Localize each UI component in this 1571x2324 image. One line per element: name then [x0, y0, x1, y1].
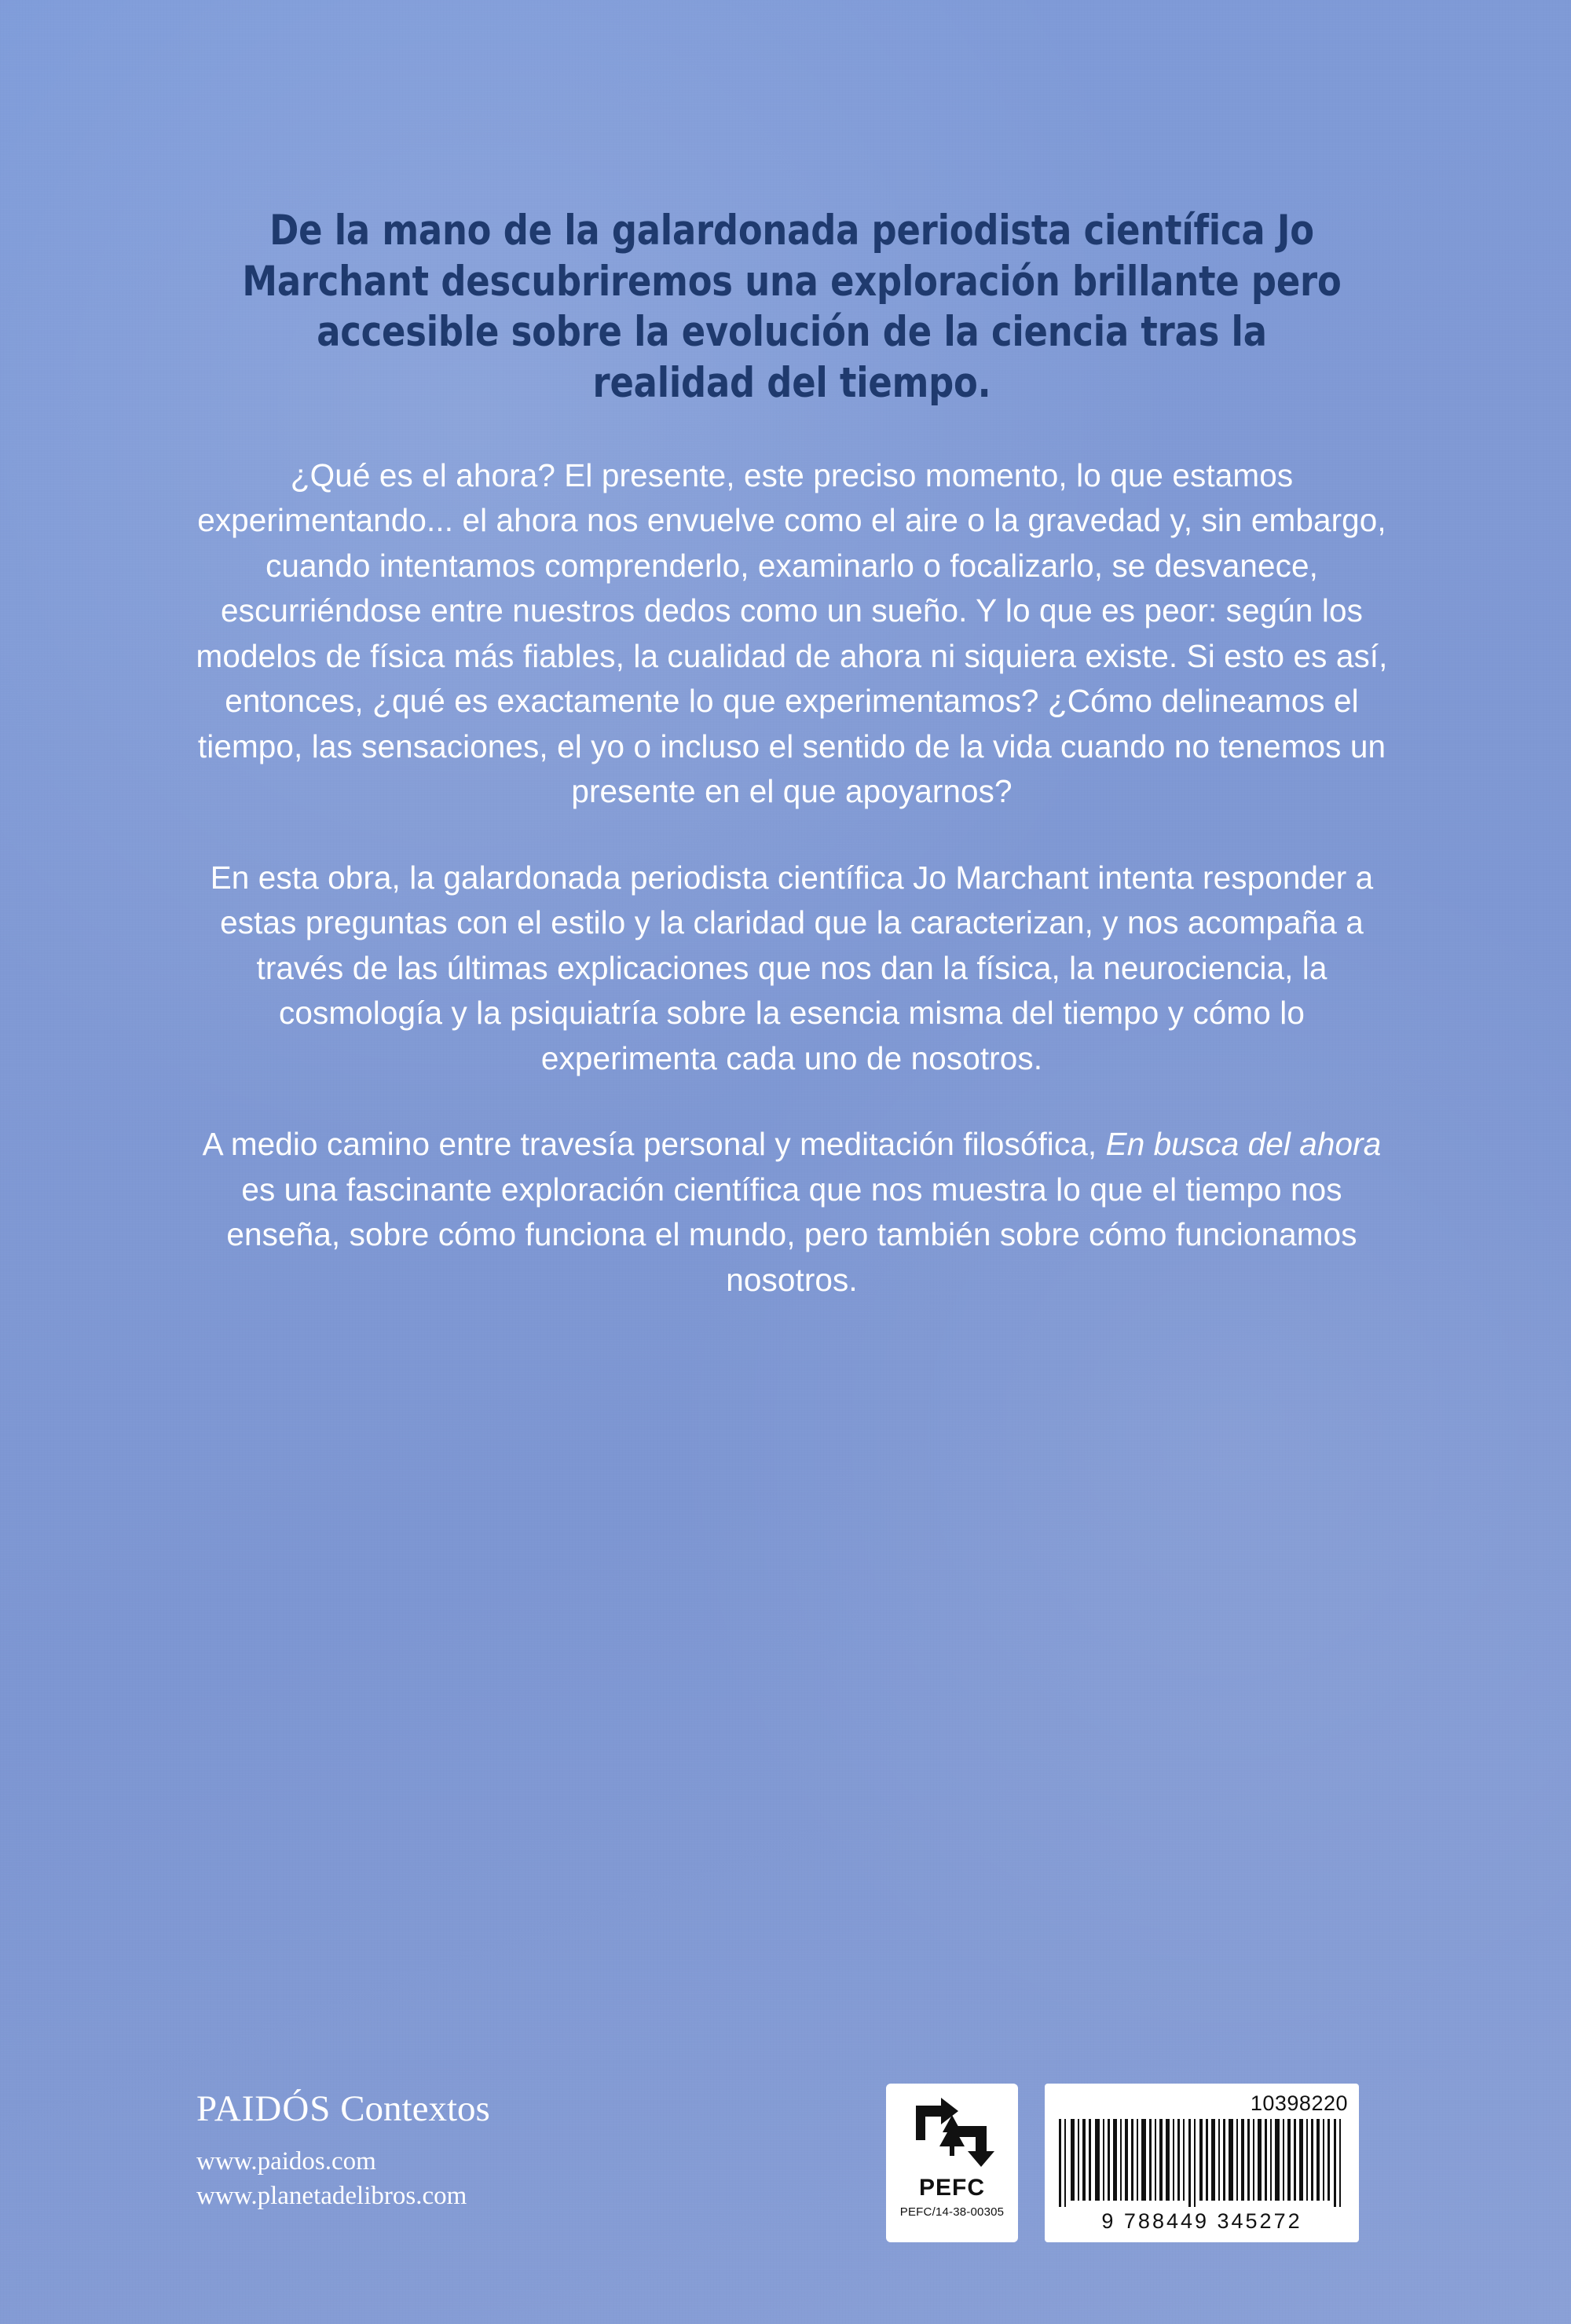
pefc-wordmark: PEFC [918, 2175, 985, 2201]
imprint-line [196, 2088, 490, 2130]
final-paragraph-before: A medio camino entre travesía personal y meditación filosófica, [202, 1126, 1106, 1163]
barcode-top-number: 10398220 [1250, 2091, 1348, 2115]
cover-paragraph-2: En esta obra, la galardonada periodista científica Jo Marchant intenta responder a estas preguntas con el estilo y la claridad que la caracterizan, y nos acompaña a través de las últimas explicaciones que nos dan la física, la neurociencia, la cosmología y la psiquiatría sobre la esencia misma del tiempo y cómo lo experimenta cada uno de nosotros. [210, 859, 1374, 1076]
book-title-italic: En busca del ahora [1105, 1126, 1382, 1163]
website-planetadelibros[interactable]: www.planetadelibros.com [196, 2182, 467, 2211]
cover-headline: De la mano de la galardonada periodista científica Jo Marchant descubriremos una exploración brillante pero accesible sobre la evolución de la ciencia tras la realidad del tiempo. [242, 207, 1342, 407]
website-paidos[interactable]: www.paidos.com [196, 2146, 376, 2176]
barcode-ean-number: 9 788449 345272 [1101, 2209, 1302, 2233]
cover-paragraph-3 [195, 1122, 1389, 1303]
barcode-block [1045, 2084, 1359, 2242]
imprint-collection: Contextos [331, 2088, 490, 2130]
pefc-code: PEFC/14-38-00305 [899, 2205, 1005, 2219]
footer-imprint-block [196, 2088, 490, 2214]
cover-text-block [195, 206, 1389, 1303]
final-paragraph-after: es una fascinante exploración científica que nos muestra lo que el tiempo nos enseña, sobre cómo funciona el mundo, pero también sobre cómo funcionamos nosotros. [226, 1171, 1357, 1298]
imprint-brand: PAIDÓS [196, 2088, 331, 2130]
cover-paragraph-1: ¿Qué es el ahora? El presente, este preciso momento, lo que estamos experimentando... el ahora nos envuelve como el aire o la gravedad y, sin embargo, cuando intentamos comprenderlo, examinarlo o focalizarlo, se desvanece, escurriéndose entre nuestros dedos como un sueño. Y lo que es peor: según los modelos de física más fiables, la cualidad de ahora ni siquiera existe. Si esto es así, entonces, ¿qué es exactamente lo que experimentamos? ¿Cómo delineamos el tiempo, las sensaciones, el yo o incluso el sentido de la vida cuando no tenemos un presente en el que apoyarnos? [196, 456, 1388, 810]
pefc-certification-mark [886, 2084, 1018, 2242]
pefc-tree-arrows-icon [905, 2091, 999, 2173]
barcode-icon [1056, 2119, 1348, 2207]
